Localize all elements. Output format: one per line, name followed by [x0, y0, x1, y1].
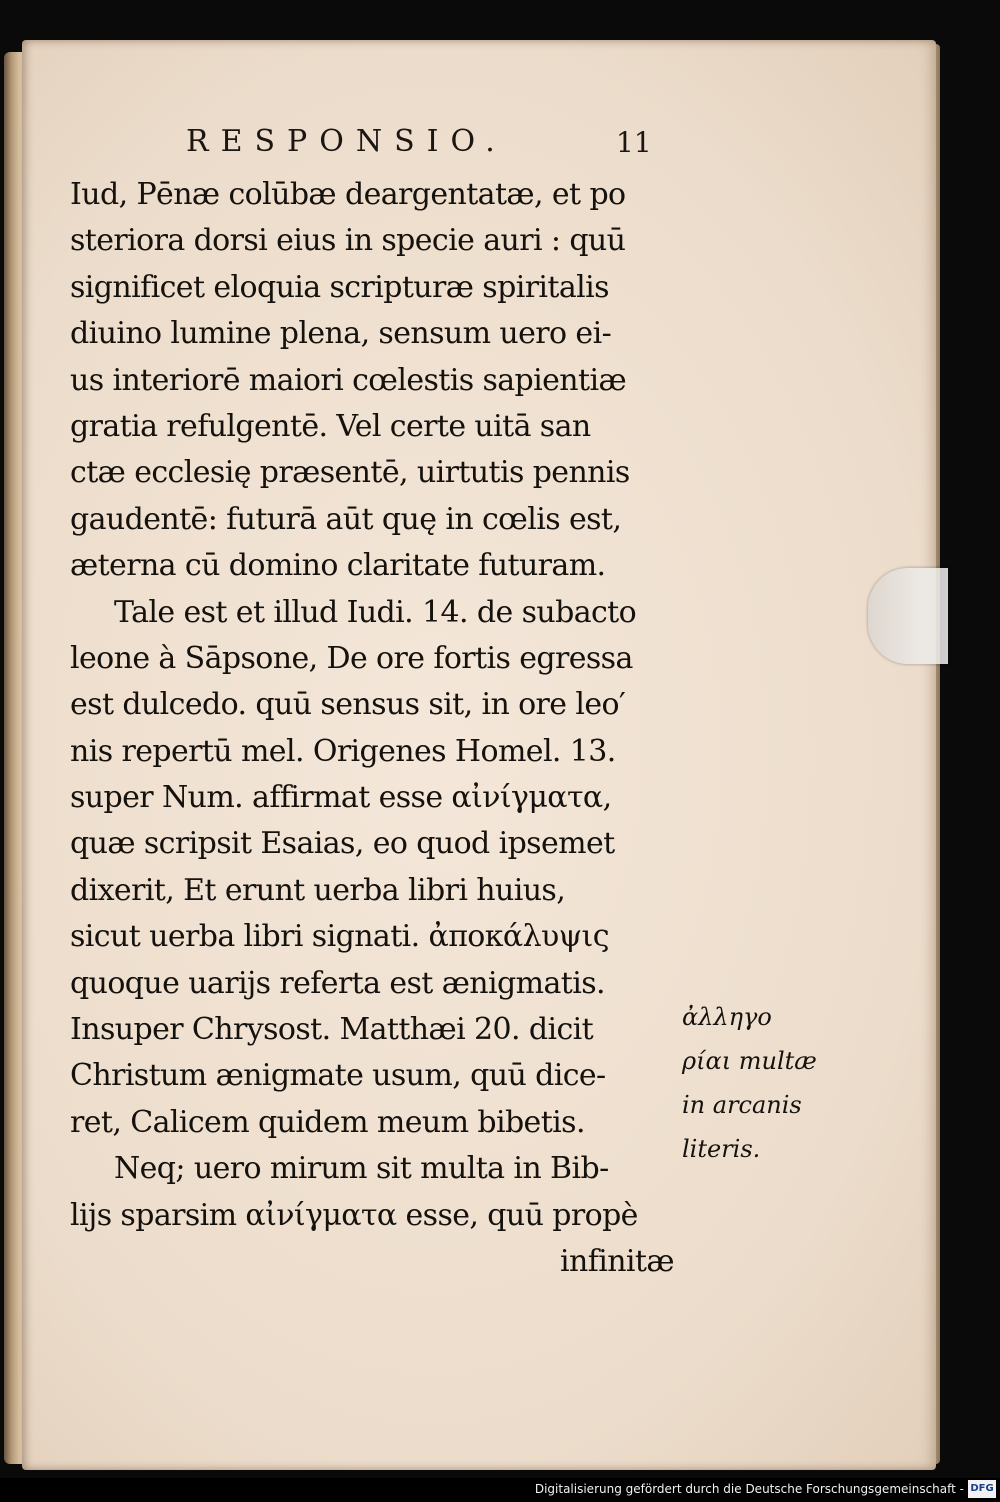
text-line: Tale est et illud Iudi. 14. de subacto	[114, 594, 637, 630]
marginal-note	[682, 995, 817, 1171]
text-line: Insuper Chrysost. Matthæi 20. dicit	[70, 1012, 594, 1048]
text-line: sicut uerba libri signati. ἀποκάλυψις	[70, 919, 609, 955]
text-line: steriora dorsi eius in specie auri : quū	[70, 223, 626, 259]
text-line: quoque uarijs referta est ænigmatis.	[70, 965, 605, 1001]
text-line: diuino lumine plena, sensum uero ei-	[70, 316, 612, 352]
text-line: super Num. affirmat esse αἰνίγματα,	[70, 780, 612, 816]
marginal-line: ἀλληγο	[682, 1003, 772, 1031]
text-line: gratia refulgentē. Vel certe uitā san	[70, 408, 591, 444]
text-line: dixerit, Et erunt uerba libri huius,	[70, 872, 566, 908]
dfg-logo: DFG	[968, 1480, 996, 1498]
text-line: us interiorē maiori cœlestis sapientiæ	[70, 362, 627, 398]
text-line: æterna cū domino claritate futuram.	[70, 548, 606, 584]
catchword: infinitæ	[560, 1243, 674, 1279]
body-text	[70, 172, 690, 1285]
marginal-line: literis.	[682, 1135, 761, 1163]
text-line: Neq; uero mirum sit multa in Bib-	[114, 1151, 609, 1187]
text-line: quæ scripsit Esaias, eo quod ipsemet	[70, 826, 615, 862]
text-line: Iud, Pēnæ colūbæ deargentatæ, et po	[70, 177, 626, 212]
page-clip	[868, 568, 948, 664]
text-line: significet eloquia scripturæ spiritalis	[70, 269, 609, 305]
text-line: leone à Sāpsone, De ore fortis egressa	[70, 640, 633, 676]
text-line: lijs sparsim αἰνίγματα esse, quū propè	[70, 1197, 638, 1233]
text-line: nis repertū mel. Origenes Homel. 13.	[70, 733, 616, 769]
funding-credit: Digitalisierung gefördert durch die Deutsche Forschungsgemeinschaft -	[534, 1482, 964, 1496]
marginal-line: ρίαι multæ	[682, 1047, 817, 1075]
text-line: Christum ænigmate usum, quū dice-	[70, 1058, 606, 1094]
text-line: est dulcedo. quū sensus sit, in ore leo′	[70, 687, 626, 723]
marginal-line: in arcanis	[682, 1091, 802, 1119]
folio-number: 11	[616, 126, 652, 159]
running-head: RESPONSIO.	[186, 124, 507, 159]
text-line: ret, Calicem quidem meum bibetis.	[70, 1104, 585, 1140]
text-line: gaudentē: futurā aūt quę in cœlis est,	[70, 501, 622, 537]
text-line: ctæ ecclesię præsentē, uirtutis pennis	[70, 455, 630, 491]
